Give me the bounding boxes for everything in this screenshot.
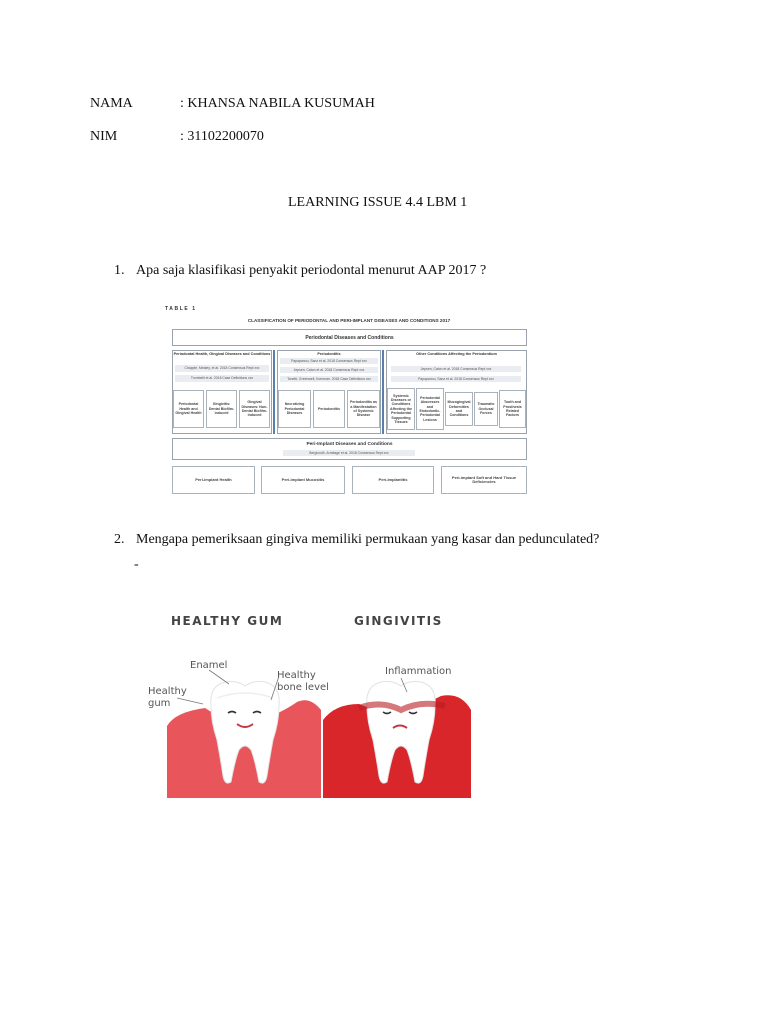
cell-abscesses: Periodontal Abscesses and Endodontic-Periodontal Lesions: [416, 388, 444, 430]
cell-gingivitis-biofilm: Gingivitis: Dental Biofilm-induced: [206, 390, 237, 428]
cell-peri-implant-mucositis: Peri-implant Mucositis: [261, 466, 345, 494]
table-label: TABLE 1: [165, 306, 197, 312]
cell-mucogingival: Mucogingival Deformities and Conditions: [445, 392, 473, 426]
label-enamel: Enamel: [190, 660, 228, 671]
answer-dash: -: [134, 557, 139, 572]
nim-label: NIM: [90, 129, 118, 144]
question-1-number: 1.: [114, 263, 125, 278]
cell-traumatic-occlusal: Traumatic Occlusal Forces: [474, 392, 498, 426]
nama-value: : KHANSA NABILA KUSUMAH: [180, 96, 375, 111]
gum-illustration: [145, 600, 475, 798]
group-periodontitis-ref-1: Papapanou, Sanz et al. 2018 Consensus Rept xxx: [280, 358, 378, 364]
group-other-ref-2: Papapanou, Sanz et al. 2018 Consensus Rept xxx: [391, 376, 521, 382]
gum-svg: [145, 600, 475, 798]
label-healthy-gum: Healthy gum: [148, 686, 187, 709]
cell-necrotizing: Necrotizing Periodontal Diseases: [278, 390, 311, 428]
section-peri-implant-ref: Berglundh, Armitage et al. 2018 Consensus Rept xxx: [283, 450, 415, 456]
label-inflammation: Inflammation: [385, 666, 452, 677]
nim-value: : 31102200070: [180, 129, 264, 144]
nama-label: NAMA: [90, 96, 133, 111]
group-health-ref-2: Trombelli et al. 2018 Case Definitions xxx: [175, 375, 269, 382]
cell-peri-implant-deficiencies: Peri-implant Soft and Hard Tissue Deficiencies: [441, 466, 527, 494]
question-2-text: Mengapa pemeriksaan gingiva memiliki permukaan yang kasar dan pedunculated?: [136, 532, 600, 547]
group-other-ref-1: Jepsen, Caton et al. 2018 Consensus Rept xxx: [391, 366, 521, 372]
group-health-title: Periodontal Health, Gingival Diseases and Conditions: [173, 352, 271, 356]
cell-periodontitis-systemic: Periodontitis as a Manifestation of Systemic Disease: [347, 390, 380, 428]
page-title: LEARNING ISSUE 4.4 LBM 1: [288, 195, 468, 210]
heading-healthy-gum: HEALTHY GUM: [171, 614, 284, 628]
cell-peri-implant-health: Peri-implant Health: [172, 466, 255, 494]
heading-gingivitis: GINGIVITIS: [354, 614, 443, 628]
cell-periodontal-health: Periodontal Health and Gingival Health: [173, 390, 204, 428]
cell-gingival-non-biofilm: Gingival Diseases: Non-Dental Biofilm-induced: [239, 390, 270, 428]
cell-tooth-prosthesis: Tooth and Prosthesis Related Factors: [499, 390, 526, 428]
table-main-title: CLASSIFICATION OF PERIODONTAL AND PERI-IMPLANT DISEASES AND CONDITIONS 2017: [247, 318, 451, 323]
classification-table-figure: [165, 300, 533, 505]
section-periodontal-title: Periodontal Diseases and Conditions: [305, 335, 394, 341]
group-health-ref-1: Chapple, Mealey, et al. 2018 Consensus Rept xxx: [175, 365, 269, 372]
question-2-number: 2.: [114, 532, 125, 547]
label-bone-level: Healthy bone level: [277, 670, 329, 693]
cell-periodontitis: Periodontitis: [313, 390, 345, 428]
cell-peri-implantitis: Peri-implantitis: [352, 466, 434, 494]
group-periodontitis-title: Periodontitis: [317, 352, 341, 356]
question-1-text: Apa saja klasifikasi penyakit periodontal menurut AAP 2017 ?: [136, 263, 487, 278]
group-other-title: Other Conditions Affecting the Periodontium: [416, 352, 497, 356]
section-peri-implant-title: Peri-Implant Diseases and Conditions: [306, 442, 393, 447]
group-periodontitis-ref-2: Jepsen, Caton et al. 2018 Consensus Rept xxx: [280, 367, 378, 373]
cell-systemic-conditions: Systemic Diseases or Conditions Affecting the Periodontal Supporting Tissues: [387, 388, 415, 430]
group-periodontitis-ref-3: Tonetti, Greenwell, Kornman. 2018 Case Definitions xxx: [280, 376, 378, 382]
